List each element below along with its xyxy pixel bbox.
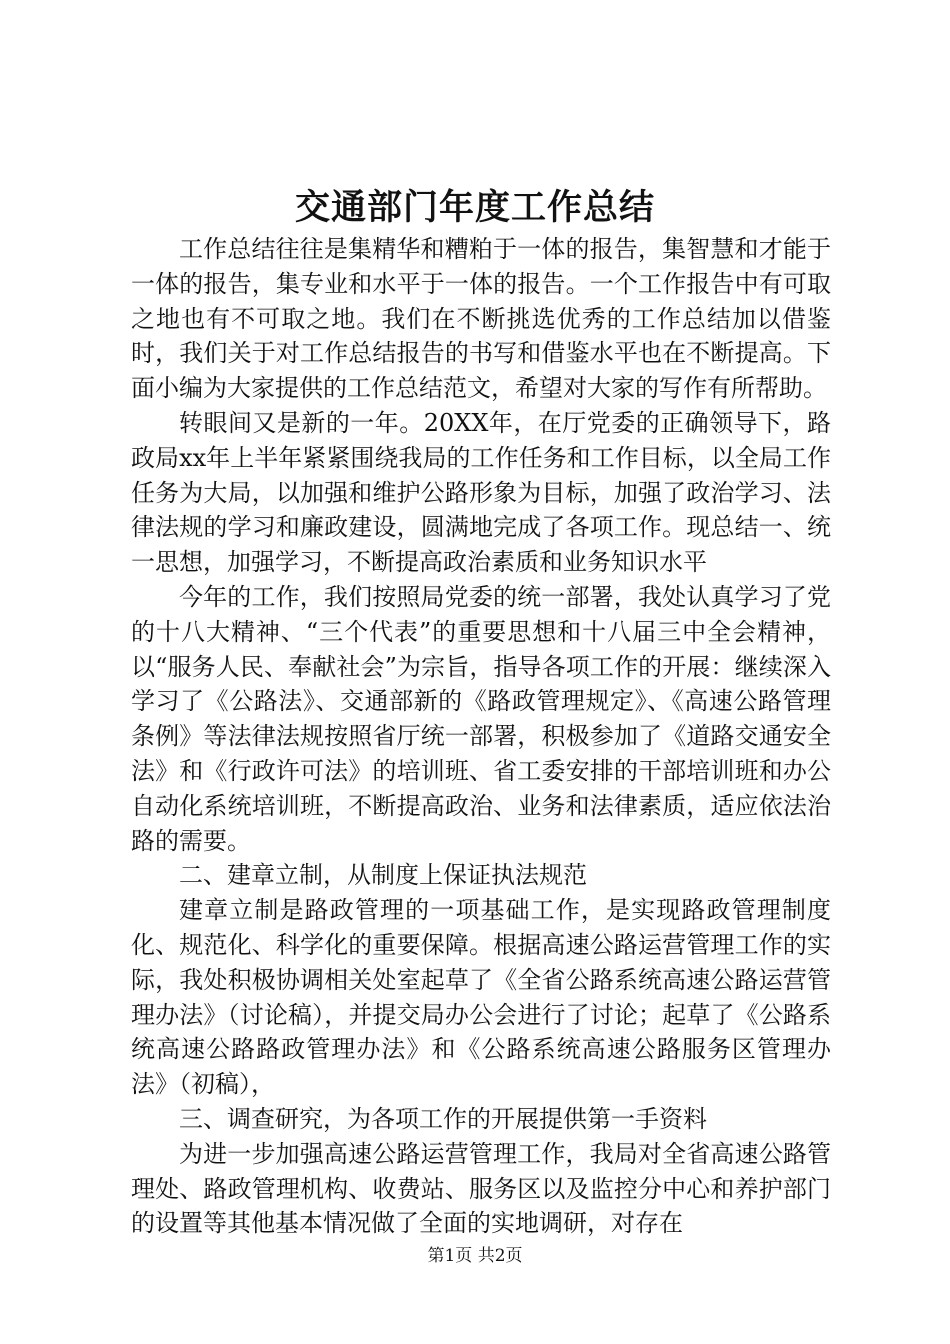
page-footer: 第1页 共2页 bbox=[427, 1246, 523, 1266]
paragraph-intro: 工作总结往往是集精华和糟粕于一体的报告，集智慧和才能于一体的报告，集专业和水平于一体的报告。一个工作报告中有可取之地也有不可取之地。我们在不断挑选优秀的工作总结加以借鉴时，我们关于对工作总结报告的书写和借鉴水平也在不断提高。下面小编为大家提供的工作总结范文，希望对大家的写作有所帮助。 bbox=[131, 235, 831, 403]
paragraph-overview: 转眼间又是新的一年。20XX年，在厅党委的正确领导下，路政局xx年上半年紧紧围绕我局的工作任务和工作目标，以全局工作任务为大局，以加强和维护公路形象为目标，加强了政治学习、法律法规的学习和廉政建设，圆满地完成了各项工作。现总结一、统一思想，加强学习，不断提高政治素质和业务知识水平 bbox=[131, 408, 831, 577]
section-heading-3: 三、调查研究，为各项工作的开展提供第一手资料 bbox=[179, 1104, 707, 1133]
document-body bbox=[131, 232, 831, 1241]
paragraph-regulations: 建章立制是路政管理的一项基础工作，是实现路政管理制度化、规范化、科学化的重要保障。根据高速公路运营管理工作的实际，我处积极协调相关处室起草了《全省公路系统高速公路运营管理办法》（讨论稿），并提交局办公会进行了讨论；起草了《公路系统高速公路路政管理办法》和《公路系统高速公路服务区管理办法》（初稿）， bbox=[131, 896, 831, 1099]
paragraph-research: 为进一步加强高速公路运营管理工作，我局对全省高速公路管理处、路政管理机构、收费站、服务区以及监控分中心和养护部门的设置等其他基本情况做了全面的实地调研，对存在 bbox=[131, 1139, 831, 1238]
document-title: 交通部门年度工作总结 bbox=[294, 187, 655, 228]
section-heading-2: 二、建章立制，从制度上保证执法规范 bbox=[179, 861, 587, 890]
paragraph-study: 今年的工作，我们按照局党委的统一部署，我处认真学习了党的十八大精神、“三个代表”的重要思想和十八届三中全会精神，以“服务人民、奉献社会”为宗旨，指导各项工作的开展：继续深入学习了《公路法》、交通部新的《路政管理规定》、《高速公路管理条例》等法律法规按照省厅统一部署，积极参加了《道路交通安全法》和《行政许可法》的培训班、省工委安排的干部培训班和办公自动化系统培训班，不断提高政治、业务和法律素质，适应依法治路的需要。 bbox=[131, 582, 831, 855]
